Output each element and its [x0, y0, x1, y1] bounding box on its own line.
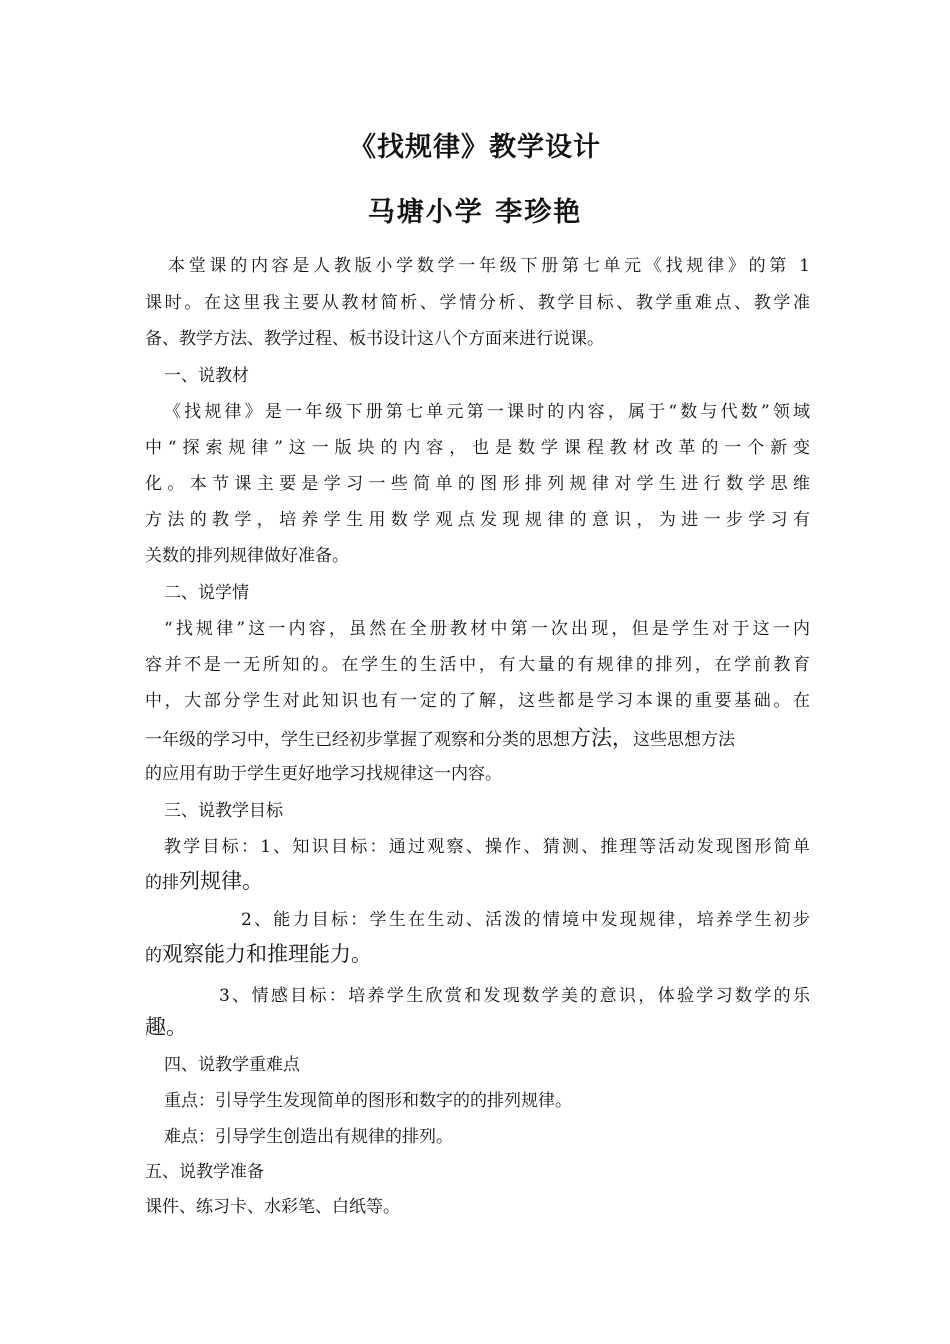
section-4-heading: 四、说教学重难点 [164, 1055, 300, 1075]
author-line: 马塘小学 李珍艳 [367, 197, 583, 228]
s3-goal-2: 2、能力目标：学生在生动、活泼的情境中发现规律，培养学生初步 [241, 910, 810, 930]
document-title: 《找规律》教学设计 [349, 132, 601, 163]
s2-line-5: 的应用有助于学生更好地学习找规律这一内容。 [145, 764, 502, 784]
s2-line-4 [145, 726, 810, 752]
s3-goal-3-tail [145, 1015, 810, 1041]
s2-line-2: 容并不是一无所知的。在学生的生活中，有大量的有规律的排列，在学前教育 [145, 655, 810, 675]
s1-line-1: 《找规律》是一年级下册第七单元第一课时的内容，属于“数与代数”领域 [164, 402, 810, 422]
s3-goal-3: 3、情感目标：培养学生欣赏和发现数学美的意识，体验学习数学的乐 [219, 986, 810, 1006]
intro-line-2: 课时。在这里我主要从教材简析、学情分析、教学目标、教学重难点、教学准 [145, 293, 810, 313]
s3-goal-2-tail-a: 的 [145, 946, 162, 966]
s4-key-point: 重点：引导学生发现简单的图形和数字的的排列规律。 [164, 1091, 572, 1111]
s2-line-1: “找规律”这一内容，虽然在全册教材中第一次出现，但是学生对于这一内 [164, 619, 810, 639]
s1-line-2: 中“探索规律”这一版块的内容，也是数学课程教材改革的一个新变 [145, 438, 810, 458]
section-3-heading: 三、说教学目标 [164, 801, 283, 821]
s4-hard-point: 难点：引导学生创造出有规律的排列。 [164, 1127, 453, 1147]
s1-line-3: 化。本节课主要是学习一些简单的图形排列规律对学生进行数学思维 [145, 474, 810, 494]
s1-line-5: 关数的排列规律做好准备。 [145, 546, 349, 566]
s3-goal-3-tail-text: 趣。 [145, 1015, 187, 1039]
s1-line-4: 方法的教学，培养学生用数学观点发现规律的意识，为进一步学习有 [145, 510, 810, 530]
s3-goal-2-tail-b: 观察能力和推理能力。 [162, 942, 372, 966]
s2-line-4-part-c: 这些思想方法 [633, 730, 735, 750]
s2-line-4-part-a: 一年级的学习中，学生已经初步掌握了观察和分类的思想 [145, 730, 570, 750]
s5-text: 课件、练习卡、水彩笔、白纸等。 [145, 1197, 400, 1217]
s2-line-3: 中，大部分学生对此知识也有一定的了解，这些都是学习本课的重要基础。在 [145, 691, 810, 711]
s3-goal-1: 教学目标：1、知识目标：通过观察、操作、猜测、推理等活动发现图形简单 [164, 837, 810, 857]
section-5-heading: 五、说教学准备 [145, 1162, 264, 1182]
s3-goal-1-tail [145, 869, 810, 895]
s3-goal-1-tail-a: 的排 [145, 873, 179, 893]
intro-line-3: 备、教学方法、教学过程、板书设计这八个方面来进行说课。 [145, 329, 604, 349]
s3-goal-1-tail-b: 列规律。 [179, 869, 263, 893]
section-2-heading: 二、说学情 [164, 583, 249, 603]
s2-line-4-part-b: 方法， [570, 726, 633, 750]
section-1-heading: 一、说教材 [164, 366, 249, 386]
intro-line-1: 本堂课的内容是人教版小学数学一年级下册第七单元《找规律》的第 1 [168, 256, 810, 276]
s3-goal-2-tail [145, 942, 810, 968]
